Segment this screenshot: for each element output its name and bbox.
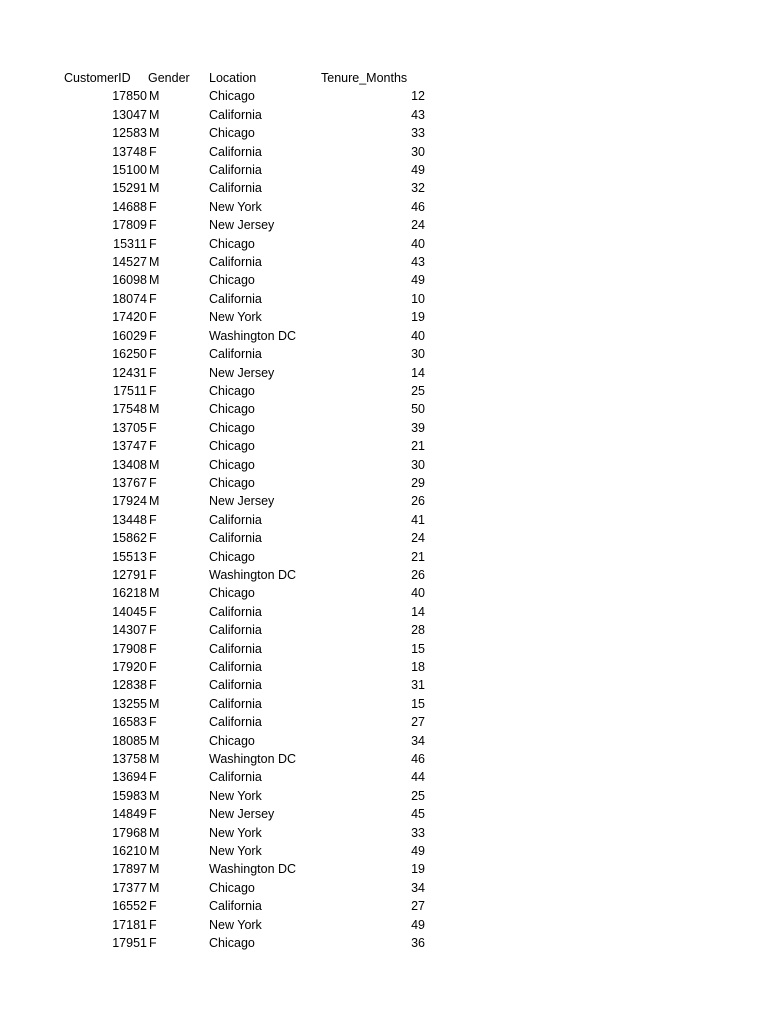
cell-tenure-months[interactable]: 49 (411, 273, 425, 288)
cell-gender[interactable]: F (149, 236, 157, 251)
table-row (60, 805, 426, 823)
table-row (60, 695, 426, 713)
cell-location[interactable]: California (209, 291, 262, 306)
cell-customerid[interactable]: 15291 (112, 181, 147, 196)
cell-tenure-months[interactable]: 27 (411, 899, 425, 914)
cell-tenure-months[interactable]: 50 (411, 402, 425, 417)
table-row (60, 161, 426, 179)
cell-customerid[interactable]: 13448 (112, 512, 147, 527)
cell-tenure-months[interactable]: 30 (411, 144, 425, 159)
cell-tenure-months[interactable]: 32 (411, 181, 425, 196)
cell-tenure-months[interactable]: 31 (411, 678, 425, 693)
cell-gender[interactable]: F (149, 917, 157, 932)
cell-location[interactable]: Washington DC (209, 328, 297, 343)
cell-customerid[interactable]: 14849 (112, 807, 147, 822)
cell-location[interactable]: California (209, 107, 262, 122)
cell-tenure-months[interactable]: 45 (411, 807, 425, 822)
cell-location[interactable]: Chicago (209, 89, 255, 104)
cell-location[interactable]: California (209, 531, 262, 546)
cell-gender[interactable]: F (149, 623, 157, 638)
table-row (60, 916, 426, 934)
table-row (60, 327, 426, 345)
cell-location[interactable]: Chicago (209, 880, 255, 895)
cell-customerid[interactable]: 18074 (112, 291, 147, 306)
cell-tenure-months[interactable]: 25 (411, 383, 425, 398)
cell-customerid[interactable]: 17908 (112, 641, 147, 656)
cell-location[interactable]: Washington DC (209, 567, 297, 582)
table-row (60, 253, 426, 271)
cell-tenure-months[interactable]: 34 (411, 880, 425, 895)
cell-location[interactable]: New Jersey (209, 365, 275, 380)
cell-location[interactable]: California (209, 660, 262, 674)
cell-tenure-months[interactable]: 33 (411, 825, 425, 840)
cell-gender[interactable]: F (149, 144, 157, 159)
cell-tenure-months[interactable]: 26 (411, 494, 425, 509)
cell-tenure-months[interactable]: 10 (411, 291, 425, 306)
cell-location[interactable]: California (209, 899, 262, 914)
cell-customerid[interactable]: 16029 (112, 328, 147, 343)
cell-gender[interactable]: F (149, 218, 157, 233)
cell-location[interactable]: Washington DC (209, 862, 297, 877)
cell-tenure-months[interactable]: 46 (411, 199, 425, 214)
cell-tenure-months[interactable]: 18 (411, 660, 425, 674)
cell-gender[interactable]: F (149, 199, 157, 214)
cell-customerid[interactable]: 15983 (112, 788, 147, 803)
cell-gender[interactable]: M (149, 181, 160, 196)
cell-gender[interactable]: M (149, 844, 160, 859)
table-row (60, 456, 426, 474)
cell-tenure-months[interactable]: 30 (411, 457, 425, 472)
cell-customerid[interactable]: 17924 (112, 494, 147, 509)
cell-gender[interactable]: F (149, 715, 157, 730)
cell-location[interactable]: California (209, 512, 262, 527)
cell-customerid[interactable]: 18085 (112, 733, 147, 748)
table-row (60, 548, 426, 566)
cell-customerid[interactable]: 17897 (112, 862, 147, 877)
cell-tenure-months[interactable]: 27 (411, 715, 425, 730)
cell-location[interactable]: Chicago (209, 457, 255, 472)
cell-tenure-months[interactable]: 30 (411, 347, 425, 362)
cell-location[interactable]: New York (209, 788, 262, 803)
table-row (60, 676, 426, 694)
cell-gender[interactable]: M (149, 696, 160, 711)
table-row (60, 143, 426, 161)
cell-location[interactable]: Chicago (209, 439, 255, 454)
cell-location[interactable]: California (209, 604, 262, 619)
cell-location[interactable]: California (209, 144, 262, 159)
cell-location[interactable]: California (209, 255, 262, 270)
cell-gender[interactable]: F (149, 807, 157, 822)
cell-location[interactable]: New York (209, 199, 262, 214)
cell-tenure-months[interactable]: 26 (411, 567, 425, 582)
table-row (60, 198, 426, 216)
cell-gender[interactable]: M (149, 586, 160, 601)
header-tenure-months[interactable]: Tenure_Months (321, 71, 408, 85)
cell-gender[interactable]: M (149, 788, 160, 803)
table-row (60, 437, 426, 455)
cell-gender[interactable]: M (149, 494, 160, 509)
cell-customerid[interactable]: 12838 (112, 678, 147, 693)
cell-customerid[interactable]: 16583 (112, 715, 147, 730)
cell-gender[interactable]: F (149, 347, 157, 362)
cell-customerid[interactable]: 13255 (112, 696, 147, 711)
cell-location[interactable]: California (209, 770, 262, 785)
cell-gender[interactable]: F (149, 328, 157, 343)
cell-tenure-months[interactable]: 28 (411, 623, 425, 638)
cell-location[interactable]: Washington DC (209, 752, 297, 767)
table-row (60, 124, 426, 142)
table-row (60, 492, 426, 510)
cell-location[interactable]: Chicago (209, 420, 255, 435)
cell-gender[interactable]: F (149, 770, 157, 785)
cell-customerid[interactable]: 12431 (112, 365, 147, 380)
table-row (60, 529, 426, 547)
cell-gender[interactable]: F (149, 567, 157, 582)
customer-table (60, 69, 426, 953)
header-location[interactable]: Location (209, 71, 257, 85)
cell-tenure-months[interactable]: 12 (411, 89, 425, 104)
cell-tenure-months[interactable]: 19 (411, 310, 425, 325)
header-customerid[interactable]: CustomerID (64, 71, 131, 85)
cell-gender[interactable]: F (149, 660, 157, 674)
cell-customerid[interactable]: 13747 (112, 439, 147, 454)
cell-gender[interactable]: F (149, 512, 157, 527)
cell-gender[interactable]: F (149, 604, 157, 619)
cell-gender[interactable]: M (149, 825, 160, 840)
cell-tenure-months[interactable]: 33 (411, 126, 425, 141)
cell-gender[interactable]: F (149, 531, 157, 546)
table-row (60, 768, 426, 786)
cell-gender[interactable]: M (149, 255, 160, 270)
cell-location[interactable]: California (209, 623, 262, 638)
cell-location[interactable]: Chicago (209, 549, 255, 564)
cell-customerid[interactable]: 16552 (112, 899, 147, 914)
table-row (60, 400, 426, 418)
table-row (60, 308, 426, 326)
cell-location[interactable]: California (209, 715, 262, 730)
cell-tenure-months[interactable]: 49 (411, 163, 425, 178)
cell-customerid[interactable]: 15862 (112, 531, 147, 546)
cell-gender[interactable]: M (149, 457, 160, 472)
cell-customerid[interactable]: 17968 (112, 825, 147, 840)
table-row (60, 640, 426, 658)
table-row (60, 566, 426, 584)
cell-location[interactable]: Chicago (209, 475, 255, 490)
cell-tenure-months[interactable]: 25 (411, 788, 425, 803)
cell-tenure-months[interactable]: 15 (411, 641, 425, 656)
cell-customerid[interactable]: 17377 (112, 880, 147, 895)
cell-customerid[interactable]: 16250 (112, 347, 147, 362)
cell-tenure-months[interactable]: 29 (411, 475, 425, 490)
cell-location[interactable]: New Jersey (209, 218, 275, 233)
table-row (60, 179, 426, 197)
table-row (60, 474, 426, 492)
cell-customerid[interactable]: 14307 (112, 623, 147, 638)
cell-gender[interactable]: F (149, 475, 157, 490)
cell-customerid[interactable]: 13047 (112, 107, 147, 122)
cell-gender[interactable]: F (149, 936, 157, 951)
cell-location[interactable]: New Jersey (209, 494, 275, 509)
cell-customerid[interactable]: 17951 (112, 936, 147, 951)
cell-customerid[interactable]: 13694 (112, 770, 147, 785)
cell-customerid[interactable]: 13758 (112, 752, 147, 767)
cell-tenure-months[interactable]: 40 (411, 236, 425, 251)
cell-location[interactable]: Chicago (209, 936, 255, 951)
cell-gender[interactable]: F (149, 420, 157, 435)
cell-customerid[interactable]: 16218 (112, 586, 147, 601)
cell-tenure-months[interactable]: 46 (411, 752, 425, 767)
cell-customerid[interactable]: 17548 (112, 402, 147, 417)
cell-location[interactable]: California (209, 678, 262, 693)
cell-customerid[interactable]: 17511 (113, 383, 147, 398)
cell-tenure-months[interactable]: 24 (411, 531, 425, 546)
table-row (60, 787, 426, 805)
cell-location[interactable]: New York (209, 917, 262, 932)
cell-location[interactable]: California (209, 347, 262, 362)
cell-tenure-months[interactable]: 44 (411, 770, 425, 785)
cell-gender[interactable]: M (149, 163, 160, 178)
cell-customerid[interactable]: 17850 (112, 89, 147, 104)
cell-gender[interactable]: F (149, 383, 157, 398)
cell-customerid[interactable]: 17809 (112, 218, 147, 233)
table-row (60, 271, 426, 289)
cell-tenure-months[interactable]: 14 (411, 604, 425, 619)
cell-tenure-months[interactable]: 40 (411, 586, 425, 601)
cell-location[interactable]: New York (209, 825, 262, 840)
table-row (60, 235, 426, 253)
cell-gender[interactable]: M (149, 752, 160, 767)
cell-customerid[interactable]: 12583 (112, 126, 147, 141)
cell-tenure-months[interactable]: 49 (411, 917, 425, 932)
cell-tenure-months[interactable]: 14 (411, 365, 425, 380)
cell-location[interactable]: Chicago (209, 126, 255, 141)
cell-customerid[interactable]: 14688 (112, 199, 147, 214)
cell-gender[interactable]: M (149, 880, 160, 895)
cell-customerid[interactable]: 13767 (112, 475, 147, 490)
cell-tenure-months[interactable]: 43 (411, 255, 425, 270)
cell-gender[interactable]: F (149, 899, 157, 914)
cell-customerid[interactable]: 17181 (112, 917, 147, 932)
cell-tenure-months[interactable]: 21 (411, 549, 425, 564)
cell-tenure-months[interactable]: 15 (411, 696, 425, 711)
table-row (60, 290, 426, 308)
cell-gender[interactable]: F (149, 641, 157, 656)
cell-gender[interactable]: M (149, 107, 160, 122)
cell-tenure-months[interactable]: 34 (411, 733, 425, 748)
cell-tenure-months[interactable]: 49 (411, 844, 425, 859)
table-row (60, 603, 426, 621)
cell-gender[interactable]: M (149, 862, 160, 877)
table-row (60, 382, 426, 400)
table-row (60, 879, 426, 897)
table-row (60, 750, 426, 768)
header-gender[interactable]: Gender (148, 71, 190, 85)
table-row (60, 860, 426, 878)
cell-location[interactable]: California (209, 163, 262, 178)
cell-gender[interactable]: M (149, 273, 160, 288)
cell-location[interactable]: California (209, 641, 262, 656)
cell-location[interactable]: New Jersey (209, 807, 275, 822)
cell-customerid[interactable]: 14045 (112, 604, 147, 619)
table-row (60, 87, 426, 105)
cell-location[interactable]: Chicago (209, 273, 255, 288)
cell-customerid[interactable]: 13705 (112, 420, 147, 435)
table-row (60, 897, 426, 915)
cell-customerid[interactable]: 13748 (112, 144, 147, 159)
cell-customerid[interactable]: 14527 (112, 255, 147, 270)
table-row (60, 658, 426, 676)
cell-customerid[interactable]: 15100 (112, 163, 147, 178)
table-row (60, 713, 426, 731)
table-row (60, 364, 426, 382)
cell-location[interactable]: Chicago (209, 236, 255, 251)
cell-tenure-months[interactable]: 24 (411, 218, 425, 233)
table-row (60, 584, 426, 602)
cell-location[interactable]: Chicago (209, 733, 255, 748)
cell-gender[interactable]: F (149, 310, 157, 325)
table-row (60, 842, 426, 860)
cell-location[interactable]: California (209, 696, 262, 711)
cell-customerid[interactable]: 13408 (112, 457, 147, 472)
cell-gender[interactable]: F (149, 365, 157, 380)
cell-location[interactable]: Chicago (209, 383, 255, 398)
cell-gender[interactable]: M (149, 733, 160, 748)
table-row (60, 106, 426, 124)
table-row (60, 216, 426, 234)
cell-location[interactable]: New York (209, 844, 262, 859)
cell-gender[interactable]: F (149, 439, 157, 454)
cell-tenure-months[interactable]: 36 (411, 936, 425, 951)
cell-gender[interactable]: F (149, 549, 157, 564)
cell-tenure-months[interactable]: 21 (411, 439, 425, 454)
header-row (60, 69, 426, 87)
cell-customerid[interactable]: 15311 (113, 236, 147, 251)
cell-gender[interactable]: M (149, 126, 160, 141)
table-row (60, 345, 426, 363)
cell-customerid[interactable]: 17920 (112, 660, 147, 674)
table-row (60, 621, 426, 639)
cell-customerid[interactable]: 16098 (112, 273, 147, 288)
cell-gender[interactable]: M (149, 402, 160, 417)
table-row (60, 419, 426, 437)
cell-customerid[interactable]: 12791 (112, 567, 147, 582)
table-row (60, 511, 426, 529)
cell-gender[interactable]: F (149, 678, 157, 693)
table-row (60, 824, 426, 842)
cell-gender[interactable]: F (149, 291, 157, 306)
cell-tenure-months[interactable]: 39 (411, 420, 425, 435)
cell-tenure-months[interactable]: 40 (411, 328, 425, 343)
cell-location[interactable]: California (209, 181, 262, 196)
cell-customerid[interactable]: 16210 (112, 844, 147, 859)
cell-customerid[interactable]: 17420 (112, 310, 147, 325)
table-row (60, 934, 426, 952)
cell-location[interactable]: Chicago (209, 402, 255, 417)
table-row (60, 732, 426, 750)
cell-tenure-months[interactable]: 41 (411, 512, 425, 527)
cell-location[interactable]: New York (209, 310, 262, 325)
cell-gender[interactable]: M (149, 89, 160, 104)
cell-tenure-months[interactable]: 43 (411, 107, 425, 122)
cell-customerid[interactable]: 15513 (112, 549, 147, 564)
cell-location[interactable]: Chicago (209, 586, 255, 601)
cell-tenure-months[interactable]: 19 (411, 862, 425, 877)
table-body (60, 87, 426, 952)
